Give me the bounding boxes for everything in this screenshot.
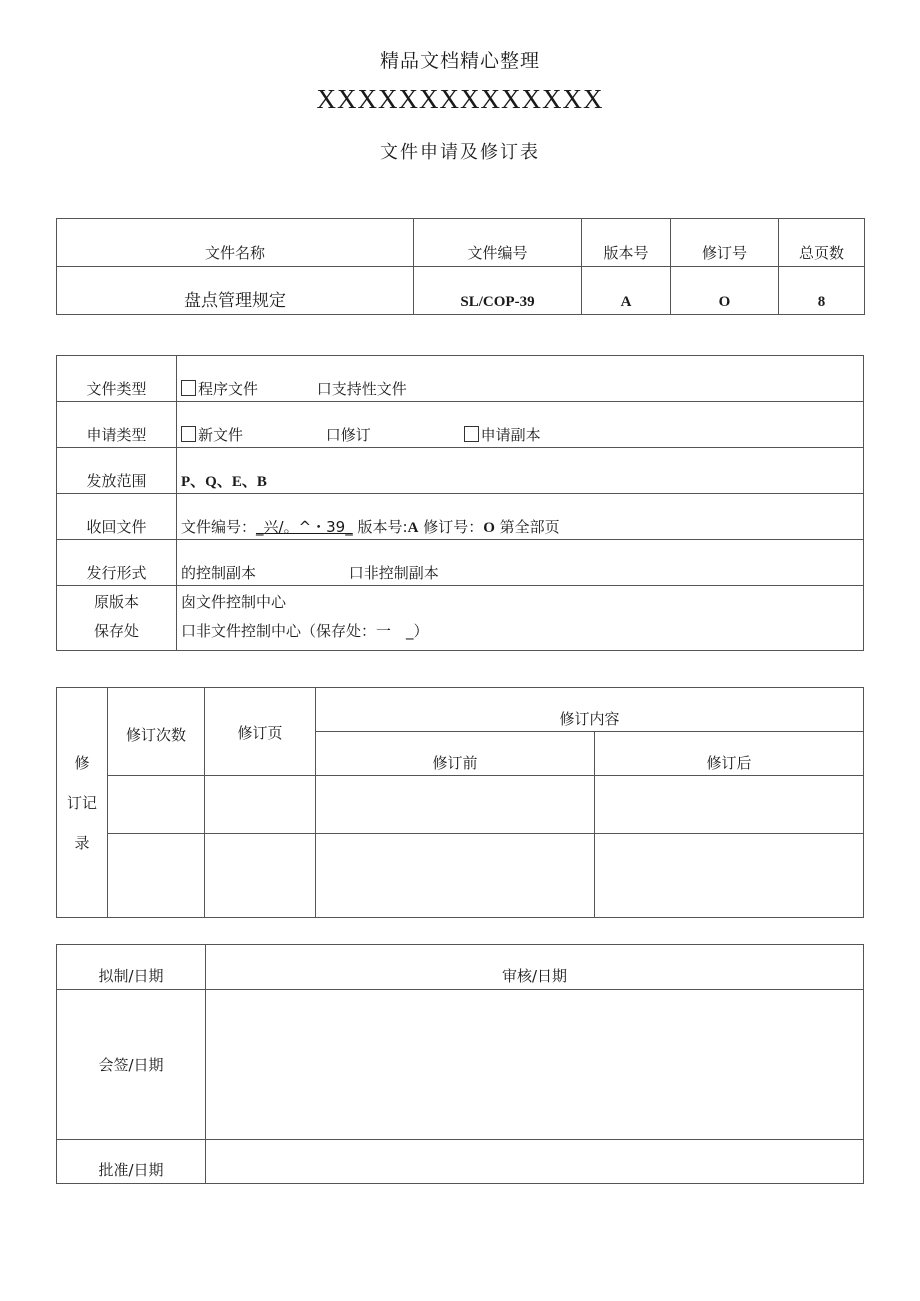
- scope-row: [57, 448, 864, 494]
- option-doc-control-center[interactable]: 囱文件控制中心: [181, 593, 287, 611]
- revision-header-row-1: [57, 688, 864, 732]
- header-doc-number: 文件编号: [414, 219, 582, 267]
- revision-page-cell[interactable]: [205, 834, 316, 918]
- revision-after-cell[interactable]: [595, 834, 864, 918]
- draft-date-label: 拟制/日期: [57, 945, 206, 990]
- revision-before-cell[interactable]: [316, 776, 595, 834]
- approve-area[interactable]: [206, 1140, 864, 1184]
- form-title: 文件申请及修订表: [380, 142, 540, 163]
- revision-entry-row: [57, 834, 864, 918]
- original-label-line2: 保存处: [93, 622, 139, 640]
- checkbox-icon[interactable]: [181, 380, 196, 396]
- apply-type-label: 申请类型: [57, 402, 177, 448]
- doc-name-value: 盘点管理规定: [57, 267, 414, 315]
- doc-info-header-row: [57, 219, 865, 267]
- option-procedure-doc[interactable]: 程序文件: [181, 378, 258, 399]
- option-controlled-copy[interactable]: 的控制副本: [181, 564, 257, 582]
- option-support-doc[interactable]: 口支持性文件: [316, 380, 407, 398]
- revision-side-label: 修 订记 录: [57, 688, 108, 918]
- revision-entry-row: [57, 776, 864, 834]
- recall-prefix: 文件编号：: [181, 518, 257, 536]
- revision-record-table: [56, 687, 864, 918]
- checkbox-icon[interactable]: [464, 426, 479, 442]
- recall-value: [177, 494, 864, 540]
- countersign-date-label: 会签/日期: [57, 990, 206, 1140]
- header-revision: 修订号: [671, 219, 779, 267]
- option-new-doc[interactable]: 新文件: [181, 424, 243, 445]
- recall-pages: 第全部页: [499, 518, 560, 536]
- document-details-table: [56, 355, 864, 651]
- revision-after-cell[interactable]: [595, 776, 864, 834]
- version-value: A: [582, 267, 671, 315]
- revision-before-cell[interactable]: [316, 834, 595, 918]
- company-name: XXXXXXXXXXXXXX: [316, 84, 604, 114]
- revision-before-header: 修订前: [316, 732, 595, 776]
- issue-form-options: [177, 540, 864, 586]
- option-uncontrolled-copy[interactable]: 口非控制副本: [348, 564, 439, 582]
- scope-value: P、Q、E、B: [177, 448, 864, 494]
- apply-type-row: [57, 402, 864, 448]
- header-version: 版本号: [582, 219, 671, 267]
- recall-label: 收回文件: [57, 494, 177, 540]
- approve-date-label: 批准/日期: [57, 1140, 206, 1184]
- option-revise[interactable]: 口修订: [325, 426, 371, 444]
- revision-page-header: 修订页: [205, 688, 316, 776]
- revision-count-cell[interactable]: [108, 776, 205, 834]
- apply-type-options: [177, 402, 864, 448]
- revision-after-header: 修订后: [595, 732, 864, 776]
- original-storage-row: [57, 586, 864, 651]
- countersign-area[interactable]: [206, 990, 864, 1140]
- document-info-table: [56, 218, 865, 315]
- approval-table: [56, 944, 864, 1184]
- revision-count-header: 修订次数: [108, 688, 205, 776]
- draft-review-row: [57, 945, 864, 990]
- option-non-doc-control-center[interactable]: 口非文件控制中心（保存处：一 _）: [181, 622, 429, 640]
- approve-row: [57, 1140, 864, 1184]
- checkbox-icon[interactable]: [181, 426, 196, 442]
- doc-type-label: 文件类型: [57, 356, 177, 402]
- header-total-pages: 总页数: [779, 219, 865, 267]
- scope-label: 发放范围: [57, 448, 177, 494]
- revision-content-header: 修订内容: [316, 688, 864, 732]
- recall-row: [57, 494, 864, 540]
- watermark-title: 精品文档精心整理: [379, 50, 540, 72]
- doc-number-value: SL/COP-39: [414, 267, 582, 315]
- doc-info-value-row: [57, 267, 865, 315]
- total-pages-value: 8: [779, 267, 865, 315]
- option-request-copy[interactable]: 申请副本: [464, 424, 541, 445]
- countersign-row: [57, 990, 864, 1140]
- revision-page-cell[interactable]: [205, 776, 316, 834]
- doc-type-row: [57, 356, 864, 402]
- doc-type-options: [177, 356, 864, 402]
- original-storage-options: [177, 586, 864, 651]
- header-doc-name: 文件名称: [57, 219, 414, 267]
- recall-version-label: 版本号:: [357, 518, 408, 536]
- original-label-line1: 原版本: [93, 593, 139, 611]
- original-storage-label: [57, 586, 177, 651]
- recall-revision-label: 修订号：: [423, 518, 484, 536]
- issue-form-row: [57, 540, 864, 586]
- recall-revision-value: O: [483, 520, 495, 536]
- recall-doc-code: _兴/。^・39_: [256, 518, 353, 536]
- review-date-label: 审核/日期: [206, 945, 864, 990]
- recall-version-value: A: [407, 520, 419, 536]
- issue-form-label: 发行形式: [57, 540, 177, 586]
- revision-value: O: [671, 267, 779, 315]
- revision-count-cell[interactable]: [108, 834, 205, 918]
